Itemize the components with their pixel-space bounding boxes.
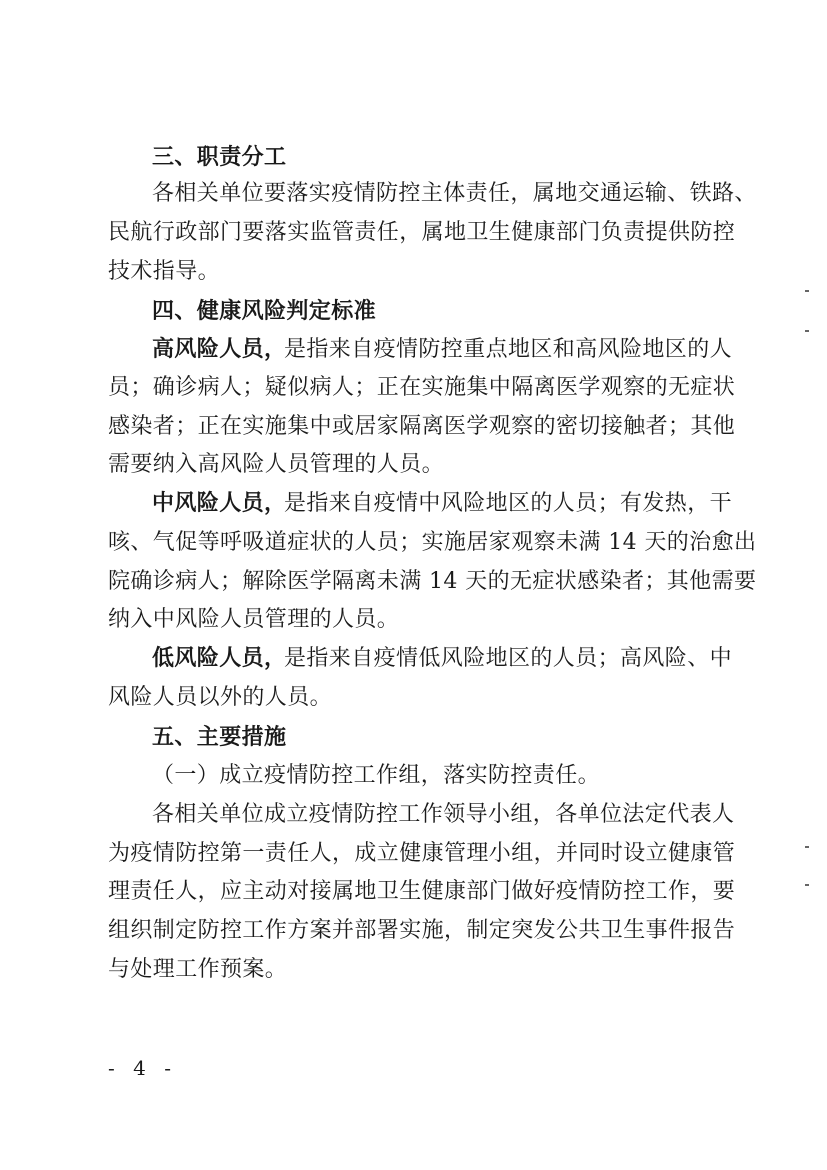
binding-mark [805,290,809,292]
binding-mark [805,846,809,848]
document-page: 三、职责分工 各相关单位要落实疫情防控主体责任，属地交通运输、铁路、 民航行政部门要落实监管责任，属地卫生健康部门负责提供防控 技术指导。 四、健康风险判定标准 高风险人员， 是指来自疫情防控重点地区和高风险地区的人 员；确诊病人；疑似病人；正在实施集中隔离医学观察的无症状 感染者；正在实施集中或居家隔离医学观察的密切接触者；其他 需要纳入高风险人员管理的人员。 中风险人员， 是指来自疫情中风险地区的人员；有发热，干 咳、气促等呼吸道症状的人员；实施居家观察未满 14 天的治愈出 院确诊病人；解除医学隔离未满 14 天的无症状感染者；其他需要 纳入中风险人员管理的人员。 低风险人员， 是指来自疫情低风险地区的人员；高风险、中 风险人员以外的人员。 五、主要措施 （一）成立疫情防控工作组，落实防控责任。 各相关单位成立疫情防控工作领导小组，各单位法定代表人 为疫情防控第一责任人，成立健康管理小组，并同时设立健康管 理责任人，应主动对接属地卫生健康部门做好疫情防控工作，要 组织制定防控工作方案并部署实施，制定突发公共卫生事件报告 与处理工作预案。 - 4 - [0,0,827,1170]
term-low-risk: 低风险人员， [152,646,287,671]
binding-mark [805,330,809,332]
term-high-risk: 高风险人员， [152,337,287,362]
binding-mark [805,884,809,886]
page-number: - 4 - [108,1056,177,1080]
term-medium-risk: 中风险人员， [152,491,287,516]
